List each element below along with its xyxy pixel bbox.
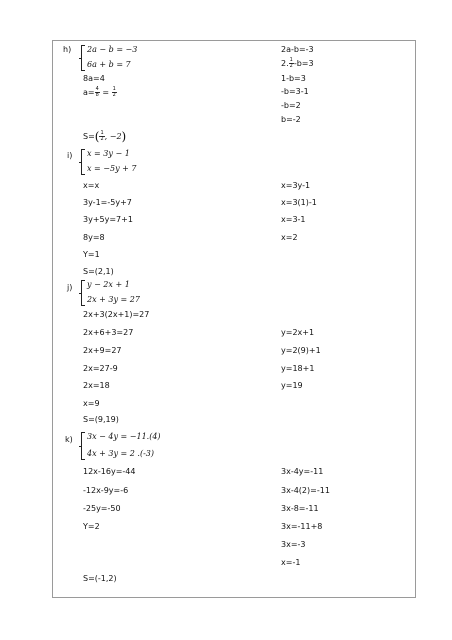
problem-j-label: j) [67,283,73,292]
problem-k-right-step-4: 3x=-11+8 [281,522,323,531]
problem-k-label: k) [65,435,73,444]
problem-h-right-step-5: -b=2 [281,101,301,110]
problem-j-step-2: 2x+6+3=27 [83,328,134,337]
problem-j-step-6: x=9 [83,399,100,408]
problem-j-equation-1: y − 2x + 1 [87,280,130,289]
problem-j-right-step-4: y=19 [281,381,303,390]
problem-j-step-3: 2x+9=27 [83,346,122,355]
problem-j-brace [81,280,85,306]
problem-i-solution: S=(2,1) [83,267,114,276]
problem-h-solution: S=( $\frac{1}{2}$ , −2) [83,129,127,144]
problem-j-right-step-1: y=2x+1 [281,328,315,337]
problem-i-step-4: 8y=8 [83,233,105,242]
problem-h-equation-1: 2a − b = −3 [87,45,138,54]
problem-i-right-step-1: x=3y-1 [281,181,311,190]
problem-j-solution: S=(9,19) [83,415,119,424]
problem-j-right-step-2: y=2(9)+1 [281,346,321,355]
problem-h-label: h) [63,45,72,54]
problem-k-step-4: Y=2 [83,522,100,531]
problem-k-equation-1: 3x − 4y = −11.(4) [87,432,161,441]
problem-h-brace [81,45,85,71]
problem-h-right-step-4: -b=3-1 [281,87,309,96]
problem-h-step-1: 8a=4 [83,74,105,83]
problem-k-step-1: 12x-16y=-44 [83,467,136,476]
problem-k-right-step-2: 3x-4(2)=-11 [281,486,330,495]
problem-h-right-step-1: 2a-b=-3 [281,45,314,54]
problem-i-brace [81,149,85,175]
problem-k-right-step-3: 3x-8=-11 [281,504,319,513]
problem-h-right-step-2: 2. $\frac{1}{2}$ -b=3 [281,57,314,69]
problem-k-brace [81,432,85,460]
problem-i-step-5: Y=1 [83,250,100,259]
problem-i-equation-1: x = 3y − 1 [87,149,130,158]
problem-j-equation-2: 2x + 3y = 27 [87,295,140,304]
problem-h-right-step-3: 1-b=3 [281,74,306,83]
document-page [52,40,416,598]
problem-j-step-4: 2x=27-9 [83,364,118,373]
problem-i-equation-2: x = −5y + 7 [87,164,137,173]
problem-h-a-value: a= $\frac{4}{8}$ = $\frac{1}{2}$ [83,86,116,98]
problem-k-right-step-1: 3x-4y=-11 [281,467,324,476]
problem-k-right-step-6: x=-1 [281,558,301,567]
problem-j-step-5: 2x=18 [83,381,110,390]
problem-i-step-2: 3y-1=-5y+7 [83,198,132,207]
problem-j-right-step-3: y=18+1 [281,364,315,373]
problem-k-right-step-5: 3x=-3 [281,540,306,549]
problem-i-right-step-2: x=3(1)-1 [281,198,317,207]
problem-i-label: i) [67,151,73,160]
problem-k-equation-2: 4x + 3y = 2 .(-3) [87,449,154,458]
problem-k-step-2: -12x-9y=-6 [83,486,129,495]
problem-j-step-1: 2x+3(2x+1)=27 [83,310,150,319]
problem-k-step-3: -25y=-50 [83,504,121,513]
problem-h-equation-2: 6a + b = 7 [87,60,131,69]
problem-i-right-step-4: x=2 [281,233,298,242]
problem-i-step-3: 3y+5y=7+1 [83,215,133,224]
problem-h-right-step-6: b=-2 [281,115,301,124]
problem-k-solution: S=(-1,2) [83,574,117,583]
problem-i-right-step-3: x=3-1 [281,215,306,224]
problem-i-step-1: x=x [83,181,100,190]
